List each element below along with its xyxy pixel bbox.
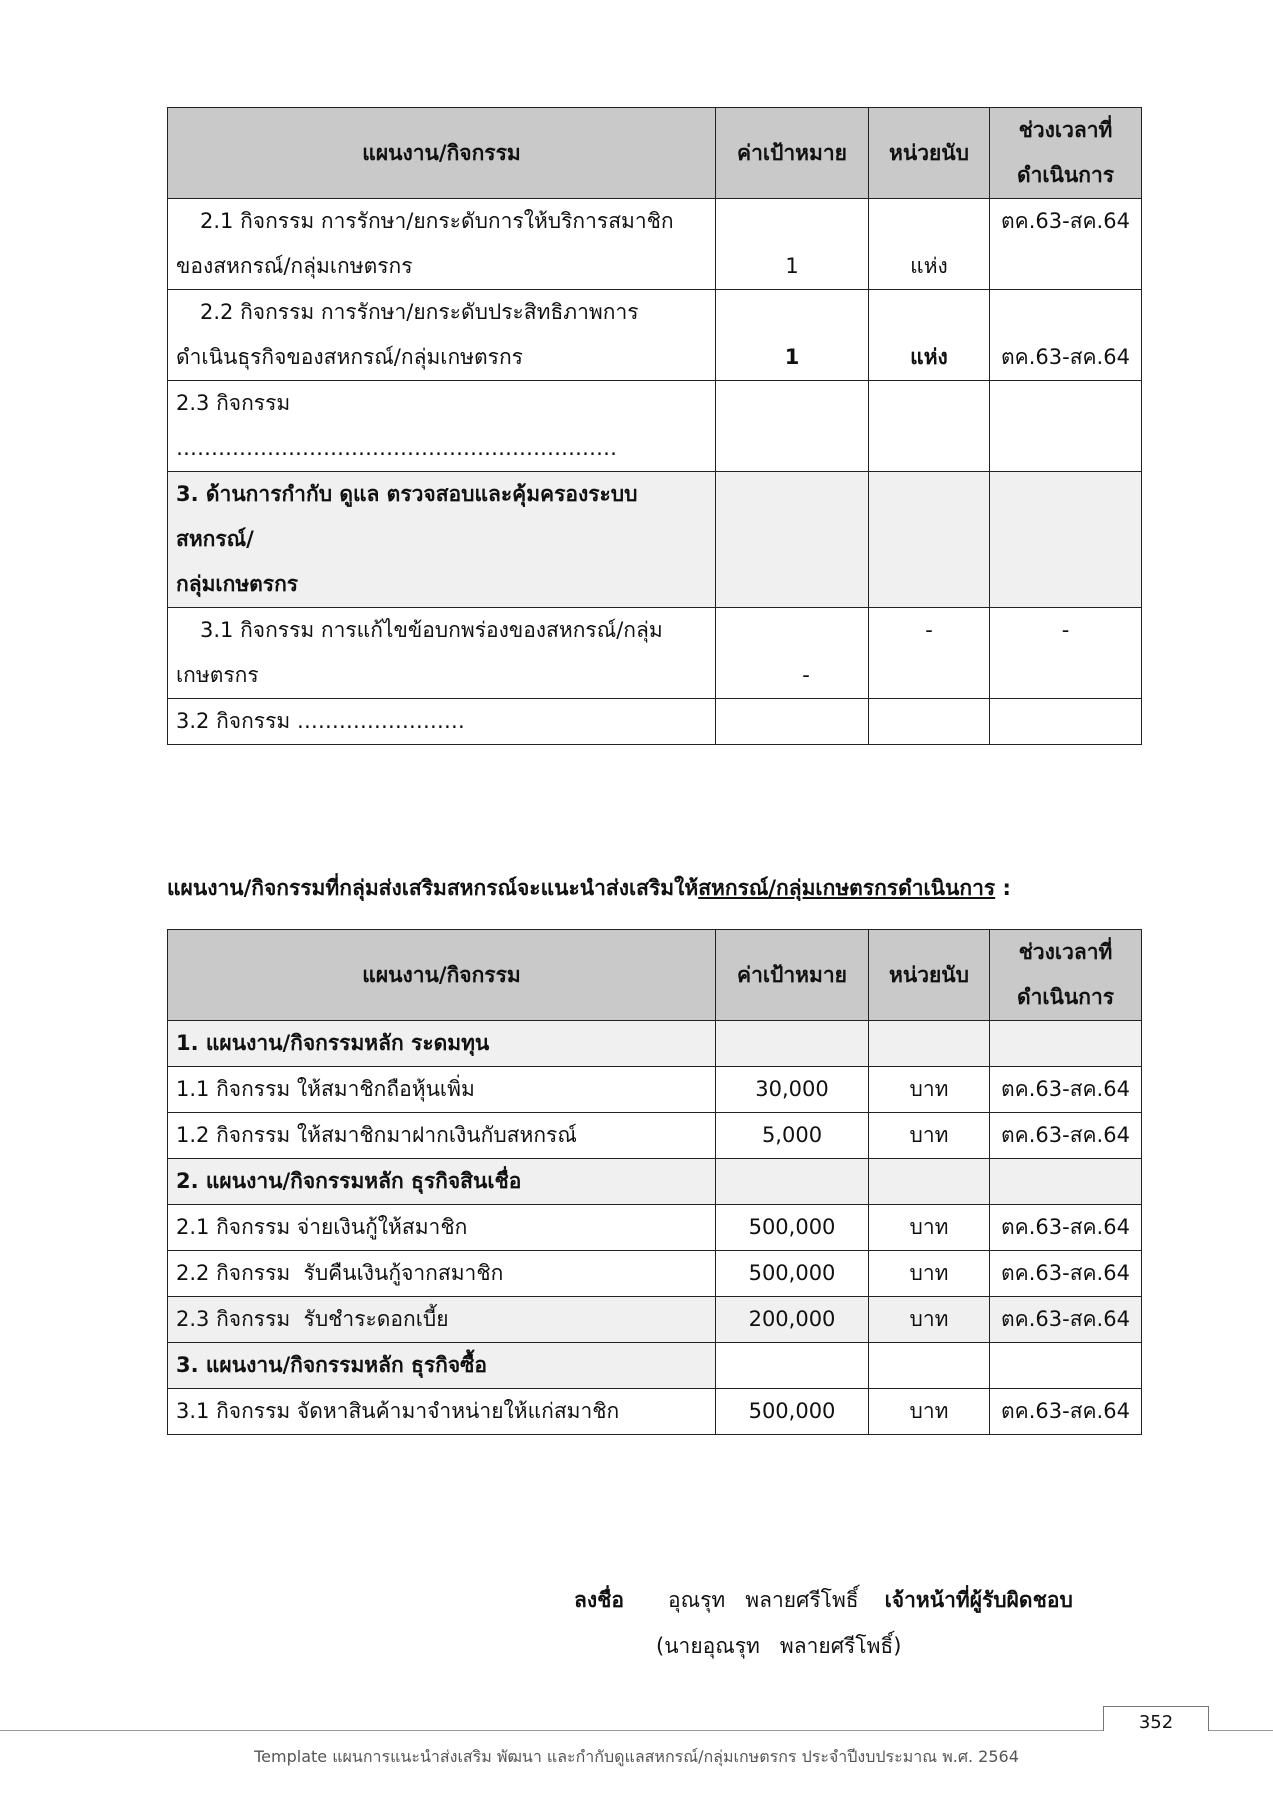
table-row	[168, 1113, 1142, 1159]
header-period	[990, 108, 1142, 199]
unit-cell	[869, 1159, 990, 1205]
unit-cell	[869, 699, 990, 745]
unit-cell	[869, 381, 990, 472]
header-unit: หน่วยนับ	[869, 108, 990, 199]
header-period-line1: ช่วงเวลาที่	[1018, 118, 1113, 142]
target-cell	[716, 699, 869, 745]
unit-cell: บาท	[869, 1389, 990, 1435]
target-cell: 500,000	[716, 1389, 869, 1435]
header-period	[990, 930, 1142, 1021]
signature-line	[574, 1584, 1073, 1617]
activity-cell	[168, 290, 716, 381]
target-cell: 1	[716, 290, 869, 381]
page-number: 352	[1103, 1706, 1209, 1731]
period-cell: ตค.63-สค.64	[990, 1251, 1142, 1297]
target-cell	[716, 381, 869, 472]
activity-cell: 1.1 กิจกรรม ให้สมาชิกถือหุ้นเพิ่ม	[168, 1067, 716, 1113]
section-title-cell	[168, 472, 716, 608]
table-row	[168, 381, 1142, 472]
period-cell: -	[990, 608, 1142, 699]
unit-cell	[869, 1343, 990, 1389]
activity-line1: 2.1 กิจกรรม การรักษา/ยกระดับการให้บริการสมาชิก	[200, 209, 674, 233]
header-activity: แผนงาน/กิจกรรม	[168, 930, 716, 1021]
header-unit: หน่วยนับ	[869, 930, 990, 1021]
target-cell	[716, 472, 869, 608]
activity-cell: 2.3 กิจกรรม รับชำระดอกเบี้ย	[168, 1297, 716, 1343]
activity-line2: เกษตรกร	[176, 663, 259, 687]
section-title-cell: 3. แผนงาน/กิจกรรมหลัก ธุรกิจซื้อ	[168, 1343, 716, 1389]
footer-text: Template แผนการแนะนำส่งเสริม พัฒนา และกำกับดูแลสหกรณ์/กลุ่มเกษตรกร ประจำปีงบประมาณ พ.ศ. 2564	[254, 1747, 1019, 1766]
section-row	[168, 1021, 1142, 1067]
table-row	[168, 1297, 1142, 1343]
target-value: -	[802, 663, 810, 687]
unit-cell	[869, 1021, 990, 1067]
unit-cell: แห่ง	[869, 290, 990, 381]
target-cell: 500,000	[716, 1251, 869, 1297]
header-target: ค่าเป้าหมาย	[716, 930, 869, 1021]
header-period-line2: ดำเนินการ	[1016, 985, 1115, 1009]
footer-divider	[0, 1730, 1273, 1731]
unit-cell: บาท	[869, 1251, 990, 1297]
header-period-line1: ช่วงเวลาที่	[1018, 940, 1113, 964]
period-cell	[990, 1021, 1142, 1067]
target-cell: 5,000	[716, 1113, 869, 1159]
activity-cell: 2.2 กิจกรรม รับคืนเงินกู้จากสมาชิก	[168, 1251, 716, 1297]
period-cell	[990, 1159, 1142, 1205]
target-cell	[716, 1021, 869, 1067]
activity-cell	[168, 608, 716, 699]
signature-label: ลงชื่อ	[574, 1588, 624, 1612]
unit-cell: บาท	[869, 1297, 990, 1343]
section-row	[168, 1159, 1142, 1205]
period-cell: ตค.63-สค.64	[990, 1113, 1142, 1159]
activity-table-continued	[167, 107, 1142, 745]
target-cell	[716, 1159, 869, 1205]
signed-name: อุณรุท พลายศรีโพธิ์	[668, 1588, 859, 1612]
target-cell: 200,000	[716, 1297, 869, 1343]
activity-cell	[168, 199, 716, 290]
section-row	[168, 1343, 1142, 1389]
activity-cell: 2.1 กิจกรรม จ่ายเงินกู้ให้สมาชิก	[168, 1205, 716, 1251]
printed-name: (นายอุณรุท พลายศรีโพธิ์)	[656, 1634, 902, 1658]
section-row	[168, 472, 1142, 608]
period-cell: ตค.63-สค.64	[990, 1067, 1142, 1113]
period-cell: ตค.63-สค.64	[990, 199, 1142, 290]
header-period-line2: ดำเนินการ	[1016, 163, 1115, 187]
section-line1: 3. ด้านการกำกับ ดูแล ตรวจสอบและคุ้มครองระบบ	[176, 482, 638, 506]
heading-underlined: สหกรณ์/กลุ่มเกษตรกรดำเนินการ	[698, 876, 996, 900]
target-cell: 1	[716, 199, 869, 290]
activity-cell: 3.1 กิจกรรม จัดหาสินค้ามาจำหน่ายให้แก่สมาชิก	[168, 1389, 716, 1435]
unit-cell: แห่ง	[869, 199, 990, 290]
section-title-cell: 1. แผนงาน/กิจกรรมหลัก ระดมทุน	[168, 1021, 716, 1067]
signature-role: เจ้าหน้าที่ผู้รับผิดชอบ	[884, 1588, 1073, 1612]
table-header-row	[168, 930, 1142, 1021]
section-line2: สหกรณ์/	[176, 527, 254, 551]
target-cell	[716, 608, 869, 699]
table-row	[168, 1067, 1142, 1113]
target-cell	[716, 1343, 869, 1389]
unit-cell: บาท	[869, 1205, 990, 1251]
table-header-row	[168, 108, 1142, 199]
target-cell: 500,000	[716, 1205, 869, 1251]
period-cell: ตค.63-สค.64	[990, 1389, 1142, 1435]
activity-cell: 2.3 กิจกรรม ………………………………………………………	[168, 381, 716, 472]
unit-cell	[869, 472, 990, 608]
activity-line1: 2.2 กิจกรรม การรักษา/ยกระดับประสิทธิภาพการ	[200, 300, 639, 324]
table-row	[168, 1205, 1142, 1251]
table-row	[168, 199, 1142, 290]
table-row	[168, 699, 1142, 745]
section-title-cell: 2. แผนงาน/กิจกรรมหลัก ธุรกิจสินเชื่อ	[168, 1159, 716, 1205]
section-heading	[167, 872, 1011, 905]
activity-line1: 3.1 กิจกรรม การแก้ไขข้อบกพร่องของสหกรณ์/กลุ่ม	[200, 618, 663, 642]
activity-cell: 3.2 กิจกรรม ……………………	[168, 699, 716, 745]
section-line3: กลุ่มเกษตรกร	[176, 572, 299, 596]
header-target: ค่าเป้าหมาย	[716, 108, 869, 199]
table-row	[168, 290, 1142, 381]
unit-cell: บาท	[869, 1113, 990, 1159]
period-cell	[990, 472, 1142, 608]
unit-cell: บาท	[869, 1067, 990, 1113]
activity-line2: ดำเนินธุรกิจของสหกรณ์/กลุ่มเกษตรกร	[176, 345, 523, 369]
period-cell: ตค.63-สค.64	[990, 290, 1142, 381]
period-cell: ตค.63-สค.64	[990, 1297, 1142, 1343]
heading-suffix: :	[995, 876, 1011, 900]
heading-prefix: แผนงาน/กิจกรรมที่กลุ่มส่งเสริมสหกรณ์จะแนะนำส่งเสริมให้	[167, 876, 699, 900]
activity-table	[167, 929, 1142, 1435]
period-cell: ตค.63-สค.64	[990, 1205, 1142, 1251]
period-cell	[990, 381, 1142, 472]
header-activity: แผนงาน/กิจกรรม	[168, 108, 716, 199]
target-cell: 30,000	[716, 1067, 869, 1113]
period-cell	[990, 1343, 1142, 1389]
activity-cell: 1.2 กิจกรรม ให้สมาชิกมาฝากเงินกับสหกรณ์	[168, 1113, 716, 1159]
table-row	[168, 608, 1142, 699]
table-row	[168, 1251, 1142, 1297]
activity-line2: ของสหกรณ์/กลุ่มเกษตรกร	[176, 254, 413, 278]
period-cell	[990, 699, 1142, 745]
unit-cell: -	[869, 608, 990, 699]
table-row	[168, 1389, 1142, 1435]
